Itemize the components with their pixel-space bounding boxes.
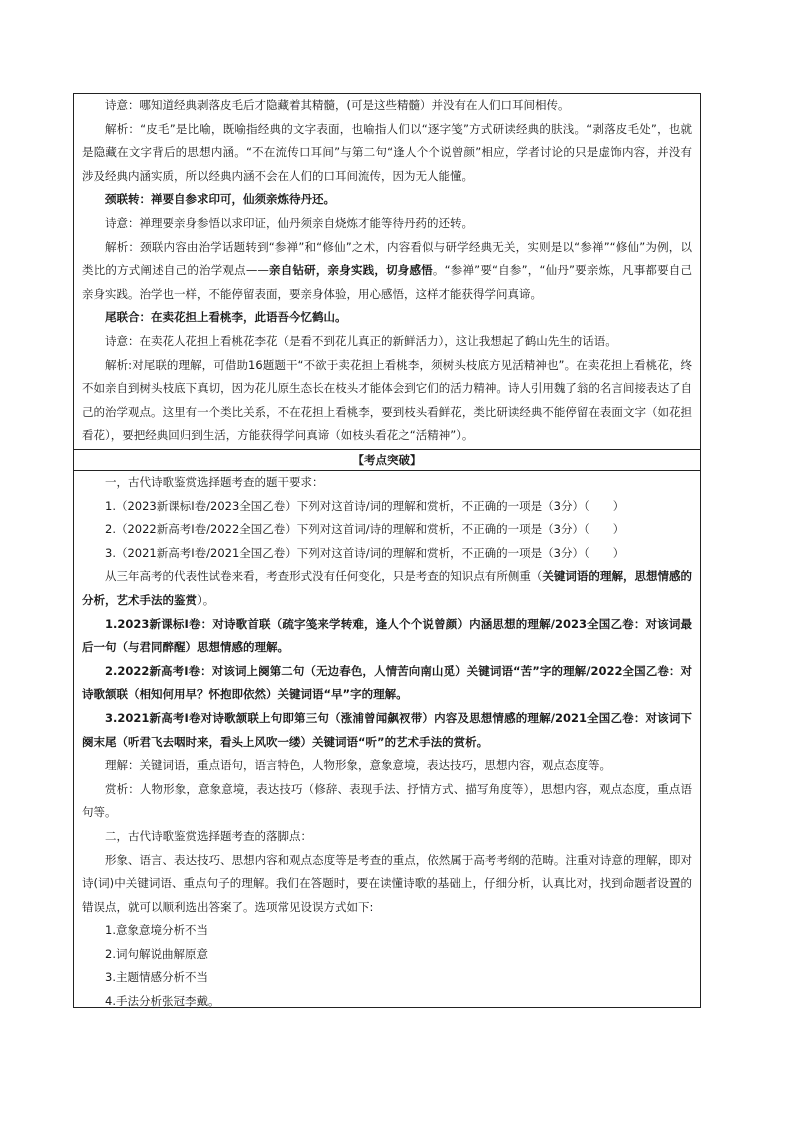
list-item: 3.主题情感分析不当 bbox=[105, 970, 208, 985]
analysis-paragraph: 解析：“皮毛”是比喻，既喻指经典的文字表面，也喻指人们以“逐字笺”方式研读经典的肤浅。“剥落皮毛处”，也就是隐藏在文字背后的思想内涵。“不在流传口耳间”与第二句“逢人个个说曾颜”相应，学者讨论的只是虚饰内容，并没有涉及经典内涵实质，所以经典内涵不会在人们的口耳间流传，因为无人能懂。 bbox=[82, 121, 692, 183]
verse-meaning-paragraph: 诗意：禅理要亲身参悟以求印证，仙丹须亲自烧炼才能等待丹药的还转。 bbox=[105, 215, 473, 230]
analysis-paragraph bbox=[82, 236, 692, 307]
document-table bbox=[73, 93, 701, 1008]
question-item: 2.（2022新高考Ⅰ卷/2022全国乙卷）下列对这首词/诗的理解和赏析，不正确的一项是（3分）（ ） bbox=[105, 522, 625, 537]
question-item: 1.（2023新课标Ⅰ卷/2023全国乙卷）下列对这首诗/词的理解和赏析，不正确的一项是（3分）（ ） bbox=[105, 498, 625, 513]
exam-example bbox=[82, 707, 692, 754]
appreciation-paragraph: 赏析：人物形象，意象意境，表达技巧（修辞、表现手法、抒情方式、描写角度等），思想内容，观点态度，重点语句等。 bbox=[82, 781, 692, 820]
couplet-heading bbox=[82, 188, 692, 212]
analysis-text: 。“参禅”要“自参”，“仙丹”要亲炼，凡事都要自己亲身实践。治学也一样，不能停留表面，要亲身体验，用心感悟，这样才能获得学问真谛。 bbox=[82, 263, 693, 301]
analysis-emphasis: 亲自钻研，亲身实践，切身感悟 bbox=[268, 263, 433, 278]
summary-text: ）。 bbox=[197, 592, 215, 607]
summary-paragraph bbox=[82, 565, 692, 612]
section-heading: 【考点突破】 bbox=[352, 453, 422, 467]
subsection-title: 二，古代诗歌鉴赏选择题考查的落脚点： bbox=[105, 828, 312, 843]
couplet-heading-text: 尾联合：在卖花担上看桃李，此语吾今忆鹤山。 bbox=[105, 310, 347, 325]
subsection-title: 一，古代诗歌鉴赏选择题考查的题干要求： bbox=[105, 475, 324, 489]
couplet-heading bbox=[82, 306, 692, 330]
analysis-cell bbox=[74, 94, 700, 449]
understanding-paragraph: 理解：关键词语，重点语句，语言特色，人物形象，意象意境，表达技巧，思想内容，观点态度等。 bbox=[105, 758, 611, 773]
list-item: 2.词句解说曲解原意 bbox=[105, 946, 208, 961]
summary-emphasis: 关键词语的理解，思想情感的分析，艺术手法的鉴赏 bbox=[82, 569, 693, 607]
exam-example bbox=[82, 660, 692, 707]
exam-example-text: 1.2023新课标Ⅰ卷：对诗歌首联（疏字笺来学转难，逢人个个说曾颜）内涵思想的理解/2023全国乙卷：对该词最后一句（与君同醉醒）思想情感的理解。 bbox=[82, 616, 692, 655]
exam-example bbox=[82, 613, 692, 660]
exam-points-cell bbox=[74, 471, 700, 1007]
trap-paragraph: 形象、语言、表达技巧、思想内容和观点态度等是考查的重点，依然属于高考考纲的范畴。注重对诗意的理解，即对诗(词)中关键词语、重点句子的理解。我们在答题时，要在读懂诗歌的基础上，仔细分析，认真比对，找到命题者设置的错误点，就可以顺利选出答案了。选项常见设误方式如下: bbox=[82, 852, 692, 914]
analysis-text: 解析：颈联内容由治学话题转到“参禅”和“修仙”之术，内容看似与研学经典无关，实则是以“参禅”“修仙”为例，以类比的方式阐述自己的治学观点—— bbox=[82, 239, 692, 278]
list-item: 1.意象意境分析不当 bbox=[105, 923, 208, 938]
list-item: 4.手法分析张冠李戴。 bbox=[105, 994, 220, 1009]
analysis-paragraph: 解析:对尾联的理解，可借助16题题干“不欲于卖花担上看桃李，须树头枝底方见活精神也”。在卖花担上看桃花，终不如亲自到树头枝底下真切，因为花儿原生态长在枝头才能体会到它们的活力精神。诗人引用魏了翁的名言间接表达了自己的治学观点。这里有一个类比关系，不在花担上看桃李，要到枝头看鲜花，类比研读经典不能停留在表面文字（如花担看花），要把经典回归到生活，方能获得学问真谛（如枝头看花之“活精神”）。 bbox=[82, 357, 692, 443]
verse-meaning-paragraph: 诗意：哪知道经典剥落皮毛后才隐藏着其精髓，(可是这些精髓）并没有在人们口耳间相传。 bbox=[105, 98, 570, 112]
couplet-heading-text: 颈联转：禅要自参求印可，仙须亲炼待丹还。 bbox=[105, 192, 335, 207]
exam-example-text: 3.2021新高考Ⅰ卷对诗歌颔联上句即第三句（涨浦曾闻飙衩带）内容及思想情感的理解/2021全国乙卷：对该词下阕末尾（听君飞去咽时来，看头上风吹一缕）关键词语“听”的艺术手法的赏析。 bbox=[82, 710, 692, 749]
verse-meaning-paragraph: 诗意：在卖花人花担上看桃花李花（是看不到花儿真正的新鲜活力），这让我想起了鹤山先生的话语。 bbox=[105, 333, 617, 348]
question-item: 3.（2021新高考Ⅰ卷/2021全国乙卷）下列对这首诗/词的理解和赏析，不正确的一项是（3分）（ ） bbox=[105, 545, 625, 560]
exam-example-text: 2.2022新高考Ⅰ卷：对该词上阕第二句（无边春色，人情苦向南山觅）关键词语“苦”字的理解/2022全国乙卷：对诗歌颔联（相知何用早？怀抱即依然）关键词语“早”字的理解。 bbox=[82, 663, 692, 702]
summary-text: 从三年高考的代表性试卷来看，考查形式没有任何变化，只是考查的知识点有所侧重（ bbox=[105, 569, 543, 584]
